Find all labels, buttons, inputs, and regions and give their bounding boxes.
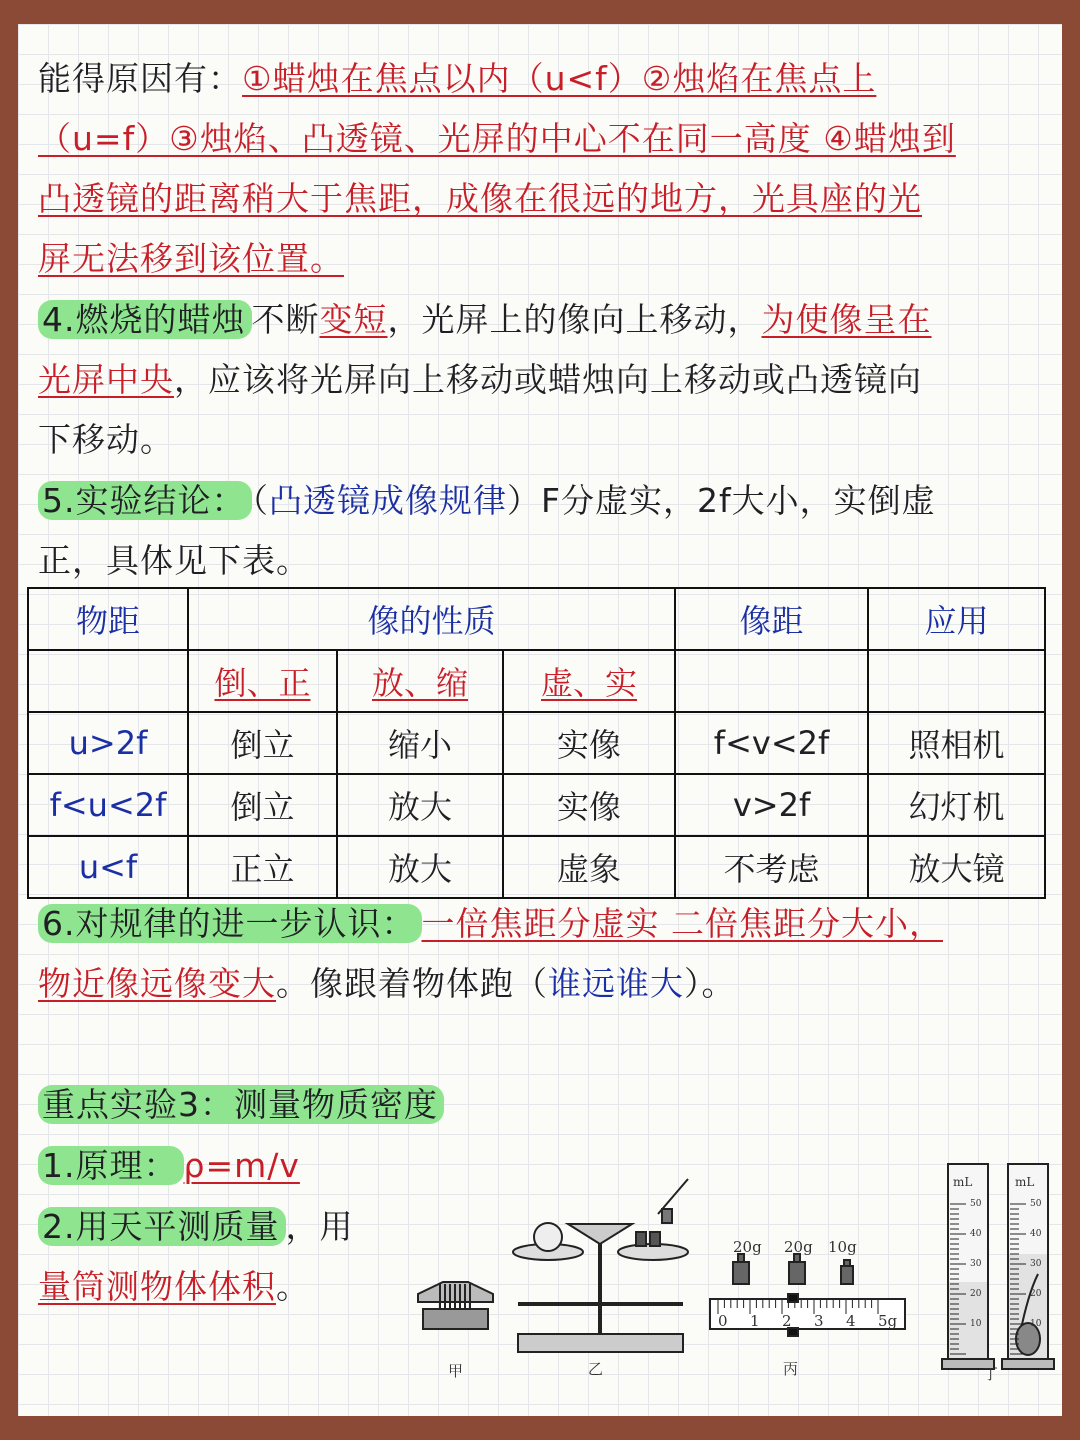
item4-line-2: 光屏中央，应该将光屏向上移动或蜡烛向上移动或凸透镜向 — [38, 360, 922, 399]
exp3-heading-line — [38, 1083, 1032, 1127]
balance-figure — [513, 1179, 688, 1352]
svg-text:20: 20 — [1030, 1289, 1042, 1299]
figure-label-b: 乙 — [588, 1360, 604, 1378]
table-subheader-row — [28, 650, 1045, 712]
reason-line-4: 屏无法移到该位置。 — [38, 239, 344, 278]
item4-heading: 4.燃烧的蜡烛 — [38, 300, 252, 339]
item6-line-2: 物近像远像变大。像跟着物体跑（谁远谁大）。 — [38, 964, 736, 1003]
table-header-row — [28, 588, 1045, 650]
ruler-tick-label: 1 — [750, 1312, 760, 1330]
weight-label: 20g — [733, 1238, 762, 1256]
balance-pointer-figure — [418, 1282, 493, 1329]
figure-label-a: 甲 — [448, 1362, 464, 1380]
method-heading: 2.用天平测质量 — [38, 1207, 286, 1246]
exp3-method-line-1: 2.用天平测质量 ，用 — [38, 1205, 354, 1249]
item6-heading: 6.对规律的进一步认识： — [38, 904, 422, 943]
imaging-rule-table — [27, 587, 1046, 899]
cylinder-unit: mL — [953, 1175, 973, 1189]
ruler-tick-label: 2 — [782, 1312, 792, 1330]
table-row: u<f 正立 放大 虚象 不考虑 放大镜 — [28, 836, 1045, 898]
ruler-tick-label: 4 — [846, 1312, 856, 1330]
reason-line-3: 凸透镜的距离稍大于焦距，成像在很远的地方，光具座的光 — [38, 179, 922, 218]
svg-text:40: 40 — [1030, 1229, 1042, 1239]
header-object-distance: 物距 — [28, 588, 188, 650]
weight-label: 10g — [828, 1238, 857, 1256]
item4-line-3: 下移动。 — [38, 420, 174, 459]
figure-label-d: 丁 — [983, 1365, 999, 1383]
exp3-method-line-2: 量筒测物体体积。 — [38, 1267, 310, 1306]
reason-line-2: （u=f）③烛焰、凸透镜、光屏的中心不在同一高度 ④蜡烛到 — [38, 119, 956, 158]
exp3-heading: 重点实验3：测量物质密度 — [38, 1085, 444, 1124]
table-row: u>2f 倒立 缩小 实像 f<v<2f 照相机 — [28, 712, 1045, 774]
figure-label-c: 丙 — [783, 1360, 799, 1378]
subheader-orientation: 倒、正 — [188, 650, 337, 712]
cylinder-unit: mL — [1015, 1175, 1035, 1189]
weight-label: 20g — [784, 1238, 813, 1256]
svg-text:50: 50 — [970, 1199, 982, 1209]
svg-text:40: 40 — [970, 1229, 982, 1239]
header-image-properties: 像的性质 — [188, 588, 675, 650]
experiment-figures — [388, 1124, 1062, 1394]
svg-text:50: 50 — [1030, 1199, 1042, 1209]
svg-text:10: 10 — [970, 1319, 982, 1329]
svg-text:20: 20 — [970, 1289, 982, 1299]
note-page — [18, 24, 1062, 1416]
reason-text: ①蜡烛在焦点以内（u<f）②烛焰在焦点上 — [242, 59, 877, 98]
header-image-distance: 像距 — [675, 588, 868, 650]
svg-text:30: 30 — [970, 1259, 982, 1269]
item5-heading: 5.实验结论： — [38, 481, 252, 520]
subheader-real-virtual: 虚、实 — [503, 650, 675, 712]
header-application: 应用 — [868, 588, 1045, 650]
ruler-tick-label: 3 — [814, 1312, 824, 1330]
weights-ruler-figure — [710, 1254, 905, 1336]
item5-line-2: 正，具体见下表。 — [38, 541, 310, 580]
svg-text:10: 10 — [1030, 1319, 1042, 1329]
density-formula: ρ=m/v — [183, 1146, 300, 1185]
principle-heading: 1.原理： — [38, 1146, 184, 1185]
item6-line-1: 6.对规律的进一步认识： 一倍焦距分虚实 二倍焦距分大小， — [38, 902, 1032, 946]
reason-line-1: 能得原因有：①蜡烛在焦点以内（u<f）②烛焰在焦点上 — [38, 59, 877, 98]
item5-line-1: 5.实验结论： （凸透镜成像规律）F分虚实，2f大小，实倒虚 — [38, 479, 1032, 523]
subheader-size: 放、缩 — [337, 650, 503, 712]
svg-text:30: 30 — [1030, 1259, 1042, 1269]
table-row: f<u<2f 倒立 放大 实像 v>2f 幻灯机 — [28, 774, 1045, 836]
ruler-tick-label: 0 — [718, 1312, 728, 1330]
ruler-tick-label: 5g — [878, 1312, 898, 1330]
item4-line-1: 4.燃烧的蜡烛 不断变短，光屏上的像向上移动，为使像呈在 — [38, 298, 1032, 342]
